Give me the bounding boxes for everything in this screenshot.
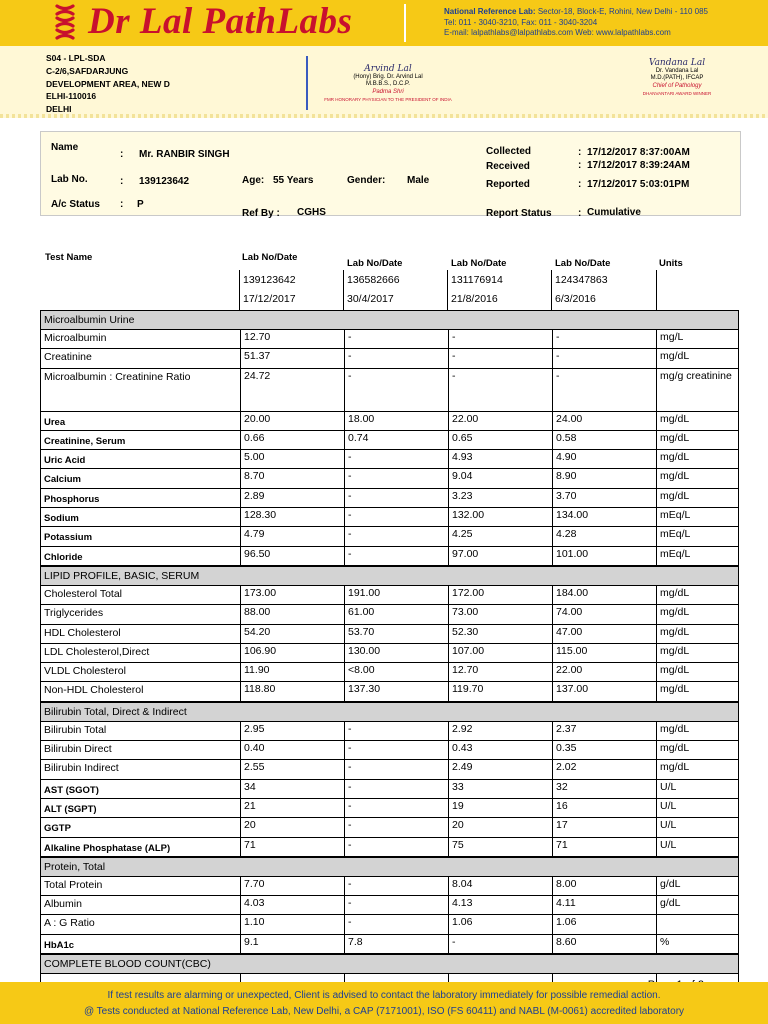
result-value: 0.43 [448,741,552,759]
signatory-award: Padma Shri [372,88,404,95]
result-value: 118.80 [240,682,344,700]
result-unit: mEq/L [656,547,739,565]
result-value: 106.90 [240,644,344,662]
result-unit: mg/dL [656,605,739,623]
test-name: HDL Cholesterol [40,625,240,643]
colon: : [578,208,582,219]
section-title: COMPLETE BLOOD COUNT(CBC) [40,955,739,973]
test-name: Creatinine [40,349,240,367]
result-value: 9.04 [448,469,552,487]
result-value: 1.06 [552,915,656,933]
section-title: Microalbumin Urine [40,311,739,329]
result-value: 8.04 [448,877,552,895]
result-row [40,682,739,701]
result-value: 1.06 [448,915,552,933]
footer-disclaimer: If test results are alarming or unexpected, Client is advised to contact the laboratory immediately for possible remedial action. [107,990,661,1001]
result-value: 12.70 [448,663,552,681]
result-unit: mg/g creatinine [656,369,739,411]
name-label: Name [51,142,79,153]
test-name: Bilirubin Total [40,722,240,740]
result-row [40,469,739,488]
result-value: - [344,896,448,914]
result-value: 34 [240,780,344,798]
banner-divider [404,4,406,42]
test-name: Potassium [40,527,240,545]
test-name: Urea [40,412,240,430]
lab-id-cell [551,270,657,310]
test-name: Chloride [40,547,240,565]
result-unit: mg/dL [656,412,739,430]
result-row [40,838,739,857]
age-label: Age: [242,175,265,186]
result-value: 8.60 [552,935,656,953]
result-value: 75 [448,838,552,856]
result-row [40,760,739,779]
result-value: 5.00 [240,450,344,468]
refby-value: CGHS [297,207,326,218]
test-name: Calcium [40,469,240,487]
test-name: Bilirubin Direct [40,741,240,759]
result-value: 11.90 [240,663,344,681]
result-value: 3.70 [552,489,656,507]
result-value: - [552,349,656,367]
result-value: 71 [240,838,344,856]
result-value: 51.37 [240,349,344,367]
test-name: Microalbumin : Creatinine Ratio [40,369,240,411]
result-value: - [344,450,448,468]
ref-lab-email: E-mail: lalpathlabs@lalpathlabs.com Web: www.lalpathlabs.com [444,28,671,37]
section-header-row [40,310,739,330]
result-unit: mg/dL [656,722,739,740]
result-value: - [344,547,448,565]
result-value: 4.03 [240,896,344,914]
lab-date: 30/4/2017 [347,293,394,305]
lab-date: 17/12/2017 [243,293,296,305]
test-name: Total Protein [40,877,240,895]
result-row [40,625,739,644]
result-row [40,935,739,954]
result-value: - [344,799,448,817]
signatory-degree: M.D.(PATH), IFCAP [650,75,704,81]
section-title: LIPID PROFILE, BASIC, SERUM [40,567,739,585]
result-row [40,369,739,412]
result-row [40,586,739,605]
received-value: 17/12/2017 8:39:24AM [587,160,690,171]
received-label: Received [486,161,530,172]
result-row [40,877,739,896]
result-value: 4.13 [448,896,552,914]
result-value: 22.00 [448,412,552,430]
result-value: 7.70 [240,877,344,895]
report-status-label: Report Status [486,208,552,219]
result-row [40,547,739,566]
result-row [40,412,739,431]
result-value: 18.00 [344,412,448,430]
lab-id-cell [239,270,344,310]
result-value: 128.30 [240,508,344,526]
test-name: Uric Acid [40,450,240,468]
result-value: - [344,741,448,759]
result-unit: mg/dL [656,682,739,700]
result-value: - [344,780,448,798]
result-unit: mEq/L [656,508,739,526]
result-unit: mg/dL [656,760,739,778]
result-value: - [344,838,448,856]
result-value: - [344,369,448,411]
result-unit: mg/dL [656,741,739,759]
section-header-row [40,702,739,722]
lab-date: 21/8/2016 [451,293,498,305]
test-name: Albumin [40,896,240,914]
ref-lab-address: Sector-18, Block-E, Rohini, New Delhi - 110 085 [537,7,708,16]
units-header: Units [659,258,683,269]
result-unit: mg/dL [656,450,739,468]
result-value: 19 [448,799,552,817]
result-unit: % [656,935,739,953]
result-value: 97.00 [448,547,552,565]
result-unit: mg/dL [656,489,739,507]
result-value: 24.72 [240,369,344,411]
labno-header: Lab No/Date [451,258,507,269]
colon: : [578,160,582,171]
result-value: 4.25 [448,527,552,545]
result-value: 4.79 [240,527,344,545]
result-value: - [344,489,448,507]
test-name: HbA1c [40,935,240,953]
result-value: 17 [552,818,656,836]
result-unit: mg/dL [656,663,739,681]
result-value: 3.23 [448,489,552,507]
result-unit: mg/L [656,330,739,348]
lab-date: 6/3/2016 [555,293,596,305]
result-value: 119.70 [448,682,552,700]
section-title: Protein, Total [40,858,739,876]
result-row [40,431,739,450]
result-row [40,915,739,934]
test-name: Cholesterol Total [40,586,240,604]
lab-id-cell [343,270,448,310]
colon: : [578,179,582,190]
labno-header: Lab No/Date [347,258,403,269]
test-name: AST (SGOT) [40,780,240,798]
result-value: 137.30 [344,682,448,700]
test-name-header: Test Name [45,252,93,263]
signatory-name: (Hony) Brig. Dr. Arvind Lal [353,73,423,80]
result-value: 184.00 [552,586,656,604]
result-value: 8.90 [552,469,656,487]
section-header-row [40,857,739,877]
result-value: - [344,915,448,933]
result-unit: mg/dL [656,349,739,367]
result-unit: mg/dL [656,625,739,643]
address-line: ELHI-110016 [46,91,97,102]
gender-value: Male [407,175,430,186]
lab-number: 136582666 [347,274,400,286]
result-value: 2.95 [240,722,344,740]
result-value: 137.00 [552,682,656,700]
result-row [40,818,739,837]
result-row [40,644,739,663]
age-value: 55 Years [273,175,314,186]
signatory-name: Dr. Vandana Lal [655,67,699,74]
result-row [40,330,739,349]
labno-value: 139123642 [139,176,190,187]
result-value: 33 [448,780,552,798]
result-unit: mg/dL [656,431,739,449]
reference-lab-info [444,7,708,39]
result-value: 2.02 [552,760,656,778]
result-unit: g/dL [656,896,739,914]
result-value: 2.55 [240,760,344,778]
result-value: 4.90 [552,450,656,468]
signature: Arvind Lal [364,64,412,74]
result-value: 4.93 [448,450,552,468]
result-value: 32 [552,780,656,798]
result-value: 8.70 [240,469,344,487]
test-name: VLDL Cholesterol [40,663,240,681]
section-header-row [40,566,739,586]
test-name: ALT (SGPT) [40,799,240,817]
result-row [40,349,739,368]
result-value: 53.70 [344,625,448,643]
result-value: 96.50 [240,547,344,565]
result-value: 20 [448,818,552,836]
result-value: - [448,935,552,953]
result-value: 0.66 [240,431,344,449]
result-value: - [344,722,448,740]
result-value: 191.00 [344,586,448,604]
test-name: Microalbumin [40,330,240,348]
result-value: - [344,818,448,836]
test-name: A : G Ratio [40,915,240,933]
result-row [40,508,739,527]
gender-label: Gender: [347,175,386,186]
result-value: - [344,877,448,895]
result-value: 12.70 [240,330,344,348]
result-row [40,896,739,915]
ac-status-value: P [137,199,144,210]
result-unit: U/L [656,838,739,856]
result-value: 16 [552,799,656,817]
section-title: Bilirubin Total, Direct & Indirect [40,703,739,721]
result-value: 134.00 [552,508,656,526]
lab-number: 139123642 [243,274,296,286]
test-name: Alkaline Phosphatase (ALP) [40,838,240,856]
lab-number: 124347863 [555,274,608,286]
result-value: 115.00 [552,644,656,662]
colon: : [578,147,582,158]
signatory-degree: M.B.B.S., D.C.P. [366,81,410,87]
result-value: - [552,369,656,411]
result-value: - [552,330,656,348]
result-value: 20 [240,818,344,836]
result-row [40,450,739,469]
test-name: Creatinine, Serum [40,431,240,449]
result-value: - [344,508,448,526]
result-value: 2.49 [448,760,552,778]
labno-header: Lab No/Date [242,252,298,263]
patient-name: Mr. RANBIR SINGH [139,149,230,160]
result-value: 0.65 [448,431,552,449]
result-value: <8.00 [344,663,448,681]
result-value: 22.00 [552,663,656,681]
result-row [40,741,739,760]
reported-label: Reported [486,179,530,190]
result-row [40,722,739,741]
result-unit [656,915,739,933]
result-value: 2.89 [240,489,344,507]
result-value: 2.92 [448,722,552,740]
result-value: 21 [240,799,344,817]
ref-lab-phone: Tel: 011 - 3040-3210, Fax: 011 - 3040-3204 [444,17,598,27]
client-address [46,52,170,116]
result-unit: U/L [656,818,739,836]
result-value: 24.00 [552,412,656,430]
result-row [40,489,739,508]
result-unit: g/dL [656,877,739,895]
result-row [40,663,739,682]
result-value: 74.00 [552,605,656,623]
result-value: 107.00 [448,644,552,662]
result-row [40,780,739,799]
address-line: C-2/6,SAFDARJUNG [46,65,129,76]
result-value: 20.00 [240,412,344,430]
result-value: - [448,369,552,411]
result-unit: mg/dL [656,469,739,487]
labno-label: Lab No. [51,174,88,185]
address-line: S04 - LPL-SDA [46,53,106,63]
section-header-row [40,954,739,974]
address-line: DELHI [46,104,72,115]
result-value: - [344,527,448,545]
top-banner [0,0,768,46]
result-value: 4.28 [552,527,656,545]
colon: : [120,149,124,160]
signature-divider [306,56,308,110]
reported-value: 17/12/2017 5:03:01PM [587,179,690,190]
result-value: 9.1 [240,935,344,953]
collected-value: 17/12/2017 8:37:00AM [587,147,690,158]
footer-accreditation: @ Tests conducted at National Reference Lab, New Delhi, a CAP (7171001), ISO (FS 60411) and NABL (M-0061) accredited laboratory [83,1006,685,1017]
results-table [40,310,739,984]
result-value: 173.00 [240,586,344,604]
result-row [40,527,739,546]
dna-logo-icon [52,3,78,43]
result-value: 132.00 [448,508,552,526]
result-value: 88.00 [240,605,344,623]
result-value: 0.58 [552,431,656,449]
ac-status-label: A/c Status [51,199,100,210]
ref-lab-label: National Reference Lab: [444,7,536,16]
signatory-award: DHANVANTARI AWARD WINNER [642,91,712,96]
colon: : [120,176,124,187]
result-value: - [344,330,448,348]
result-value: 172.00 [448,586,552,604]
result-value: - [448,349,552,367]
result-unit: mEq/L [656,527,739,545]
labno-header: Lab No/Date [555,258,611,269]
address-line: DEVELOPMENT AREA, NEW D [46,78,170,89]
test-name: Non-HDL Cholesterol [40,682,240,700]
result-value: 7.8 [344,935,448,953]
brand-logo-text: Dr Lal PathLabs [88,1,353,42]
result-value: - [344,760,448,778]
signatory-arvind-lal [318,66,458,104]
test-name: LDL Cholesterol,Direct [40,644,240,662]
signature: Vandana Lal [648,58,706,68]
test-name: Phosphorus [40,489,240,507]
result-value: 130.00 [344,644,448,662]
result-unit: mg/dL [656,644,739,662]
result-value: 71 [552,838,656,856]
test-name: GGTP [40,818,240,836]
result-unit: U/L [656,799,739,817]
result-value: 73.00 [448,605,552,623]
result-row [40,799,739,818]
test-name: Sodium [40,508,240,526]
signatory-title: Chief of Pathology [652,82,702,89]
result-unit: U/L [656,780,739,798]
patient-info-box [40,131,741,216]
result-value: 47.00 [552,625,656,643]
result-value: 4.11 [552,896,656,914]
result-value: 0.35 [552,741,656,759]
result-value: 0.74 [344,431,448,449]
result-value: 1.10 [240,915,344,933]
collected-label: Collected [486,146,532,157]
lab-id-cell [447,270,552,310]
result-value: 54.20 [240,625,344,643]
result-unit: mg/dL [656,586,739,604]
result-value: - [448,330,552,348]
result-value: 61.00 [344,605,448,623]
signatory-vandana-lal [632,60,722,98]
test-name: Triglycerides [40,605,240,623]
test-name: Bilirubin Indirect [40,760,240,778]
result-value: 0.40 [240,741,344,759]
result-value: 52.30 [448,625,552,643]
lab-number: 131176914 [451,274,503,286]
result-value: 2.37 [552,722,656,740]
refby-label: Ref By : [242,208,280,219]
result-value: - [344,469,448,487]
signatory-note: FMR HONORARY PHYSICIAN TO THE PRESIDENT OF INDIA [324,97,452,102]
footer-band [0,982,768,1024]
result-value: 8.00 [552,877,656,895]
result-row [40,605,739,624]
colon: : [120,199,124,210]
result-value: - [344,349,448,367]
report-status-value: Cumulative [587,207,641,218]
result-value: 101.00 [552,547,656,565]
